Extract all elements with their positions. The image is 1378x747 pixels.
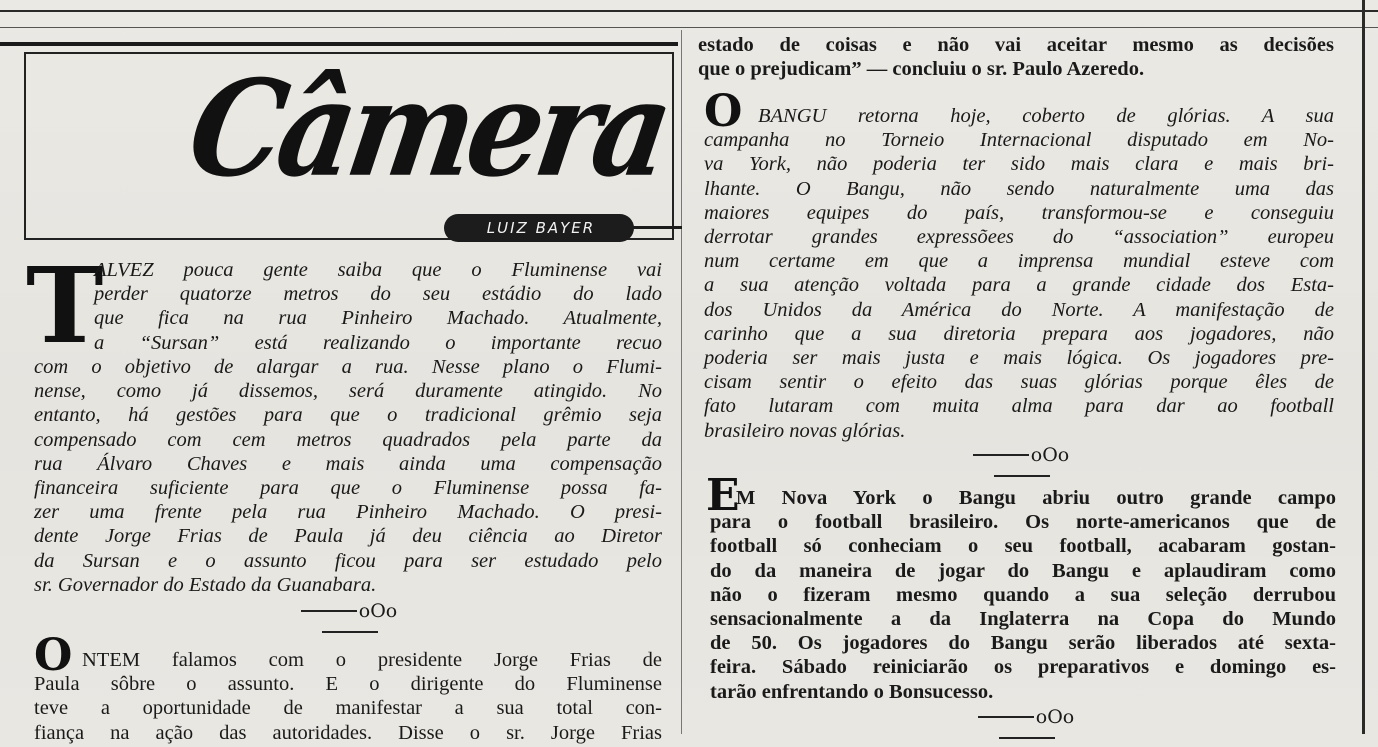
separator: oOo (952, 444, 1092, 464)
separator: oOo (280, 600, 420, 620)
page-edge-rule (1362, 0, 1365, 734)
dropcap-t: T (26, 244, 104, 367)
dropcap-o-ontem: O (34, 630, 73, 681)
paragraph-bangu-retorna: BANGU retorna hoje, coberto de glórias. A sua campanha no Torneio Internacional disputado em No- va York, não poderia ter sido mais clara e mais bri- lhante. O Bangu, não sendo naturalmente uma das maiores equipes do país, transformou-se e conseguiu derrotar grandes expressõees do “association” europeu num certame em que a imprensa mundial esteve com a sua atenção voltada para a grande cidade dos Esta- dos Unidos da América do Norte. A manifestação de carinho que a sua diretoria prepara aos jogadores, não poderia ser mais justa e mais lógica. Os jogadores pre- cisam sentir o efeito das suas glórias porque êles de fato lutaram com muita alma para dar ao football brasileiro novas glórias. (704, 105, 1334, 442)
paragraph-fluminense-estadio-cont: com o objetivo de alargar a rua. Nesse plano o Flumi- nense, como já dissemos, será duramente atingido. No entanto, há gestões para que o tradicional grêmio seja compensado com cem metros quadrados pela parte da rua Álvaro Chaves e mais ainda uma compensação financeira suficiente para que o Fluminense possa fa- zer uma frente pela rua Pinheiro Machado. O presi- dente Jorge Frias de Paula já deu ciência ao Diretor da Sursan e o assunto ficou para ser estudado pelo sr. Governador do Estado da Guanabara. (34, 356, 662, 596)
paragraph-azeredo-continuation: estado de coisas e não vai aceitar mesmo as decisões que o prejudicam” — concluiu o sr. Paulo Azeredo. (698, 34, 1334, 81)
paragraph-nova-york: M Nova York o Bangu abriu outro grande campo para o football brasileiro. Os norte-americanos que de football só conheciam o seu football, acabaram gostan- do da maneira de jogar do Bangu e aplaudiram como não o fizeram mesmo quando a sua seleção derrubou sensacionalmente a da Inglaterra na Copa do Mundo de 50. Os jogadores do Bangu serão liberados até sexta- feira. Sábado reiniciarão os preparativos e domingo es- tarão enfrentando o Bonsucesso. (710, 487, 1336, 703)
top-rule-thin (0, 27, 1378, 28)
column-divider (681, 30, 682, 734)
paragraph-ontem: NTEM falamos com o presidente Jorge Frias de Paula sôbre o assunto. E o dirigente do Fluminense teve a oportunidade de manifestar a sua total con- fiança na ação das autoridades. Disse o sr. Jorge Frias (34, 649, 662, 744)
byline: LUIZ BAYER (486, 219, 596, 237)
paragraph-fluminense-estadio: ALVEZ pouca gente saiba que o Fluminense vai perder quatorze metros do seu estádio do lado que fica na rua Pinheiro Machado. Atualmente, a “Sursan” está realizando o importante recuo (94, 259, 662, 354)
dropcap-e: E (706, 470, 740, 521)
column-title: Câmera (179, 50, 678, 207)
separator: oOo (957, 706, 1097, 726)
dropcap-o-bangu: O (704, 86, 743, 137)
top-rule (0, 10, 1378, 12)
